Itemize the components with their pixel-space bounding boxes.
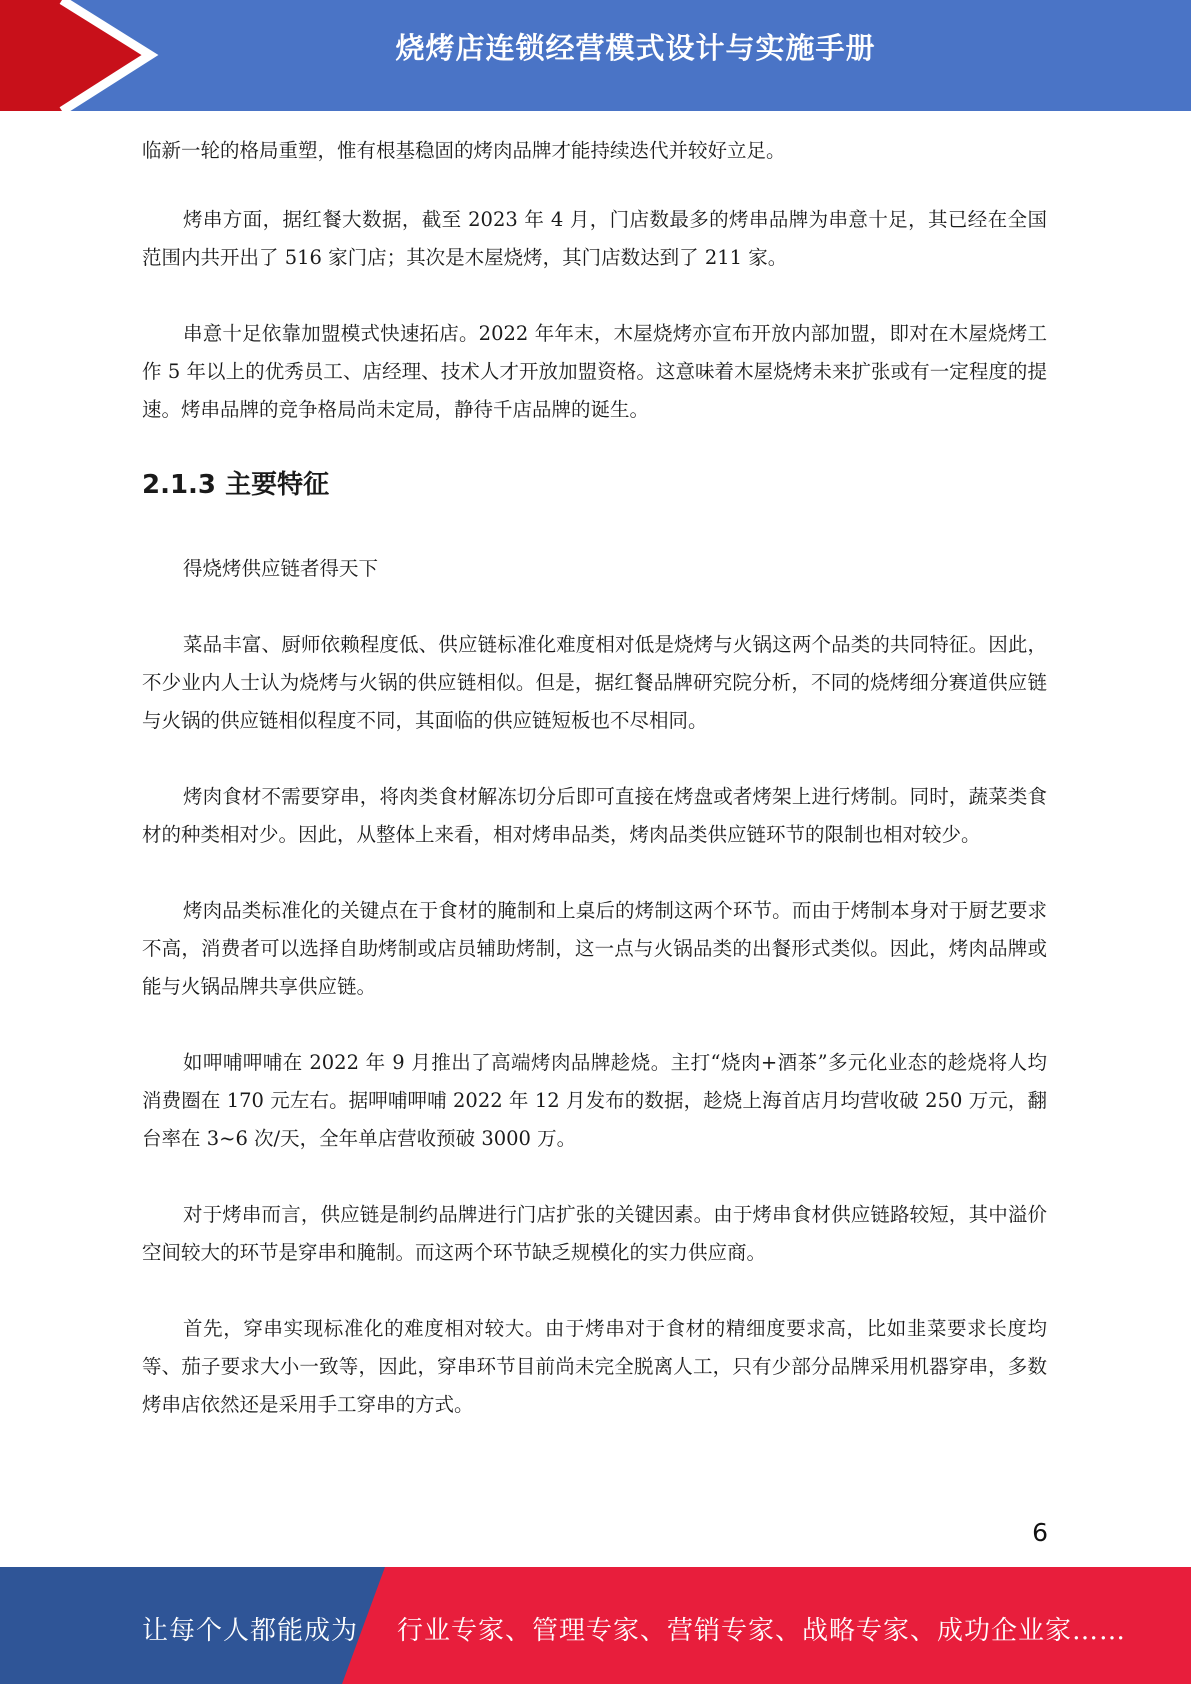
page-header xyxy=(0,0,1191,111)
footer-slogan-left: 让每个人都能成为 xyxy=(142,1616,359,1646)
paragraph: 烤肉食材不需要穿串，将肉类食材解冻切分后即可直接在烤盘或者烤架上进行烤制。同时，蔬菜类食材的种类相对少。因此，从整体上来看，相对烤串品类，烤肉品类供应链环节的限制也相对较少。 xyxy=(142,785,1047,846)
document-title: 烧烤店连锁经营模式设计与实施手册 xyxy=(395,31,876,65)
paragraph: 串意十足依靠加盟模式快速拓店。2022 年年末，木屋烧烤亦宣布开放内部加盟，即对在木屋烧烤工作 5 年以上的优秀员工、店经理、技术人才开放加盟资格。这意味着木屋烧烤未来扩张或有一定程度的提速。烤串品牌的竞争格局尚未定局，静待千店品牌的诞生。 xyxy=(142,322,1047,421)
footer-slogan-right: 行业专家、管理专家、营销专家、战略专家、成功企业家…… xyxy=(397,1616,1127,1646)
paragraph: 临新一轮的格局重塑，惟有根基稳固的烤肉品牌才能持续迭代并较好立足。 xyxy=(142,139,786,162)
paragraph: 得烧烤供应链者得天下 xyxy=(183,557,379,580)
paragraph: 对于烤串而言，供应链是制约品牌进行门店扩张的关键因素。由于烤串食材供应链路较短，其中溢价空间较大的环节是穿串和腌制。而这两个环节缺乏规模化的实力供应商。 xyxy=(142,1203,1047,1264)
paragraph: 菜品丰富、厨师依赖程度低、供应链标准化难度相对低是烧烤与火锅这两个品类的共同特征。因此，不少业内人士认为烧烤与火锅的供应链相似。但是，据红餐品牌研究院分析，不同的烧烤细分赛道供应链与火锅的供应链相似程度不同，其面临的供应链短板也不尽相同。 xyxy=(142,633,1047,732)
page-footer xyxy=(0,1567,1191,1684)
paragraph: 烤肉品类标准化的关键点在于食材的腌制和上桌后的烤制这两个环节。而由于烤制本身对于厨艺要求不高，消费者可以选择自助烤制或店员辅助烤制，这一点与火锅品类的出餐形式类似。因此，烤肉品牌或能与火锅品牌共享供应链。 xyxy=(142,899,1047,998)
page-body xyxy=(142,132,1047,1462)
page-number: 6 xyxy=(1032,1518,1048,1547)
paragraph: 如呷哺呷哺在 2022 年 9 月推出了高端烤肉品牌趁烧。主打“烧肉+酒茶”多元化业态的趁烧将人均消费圈在 170 元左右。据呷哺呷哺 2022 年 12 月发布的数据，趁烧上海首店月均营收破 250 万元，翻台率在 3~6 次/天，全年单店营收预破 3000 万。 xyxy=(142,1051,1047,1150)
paragraph: 首先，穿串实现标准化的难度相对较大。由于烤串对于食材的精细度要求高，比如韭菜要求长度均等、茄子要求大小一致等，因此，穿串环节目前尚未完全脱离人工，只有少部分品牌采用机器穿串，多数烤串店依然还是采用手工穿串的方式。 xyxy=(142,1317,1047,1416)
section-heading: 2.1.3 主要特征 xyxy=(142,470,330,500)
paragraph: 烤串方面，据红餐大数据，截至 2023 年 4 月，门店数最多的烤串品牌为串意十足，其已经在全国范围内共开出了 516 家门店；其次是木屋烧烤，其门店数达到了 211 家。 xyxy=(142,208,1047,269)
